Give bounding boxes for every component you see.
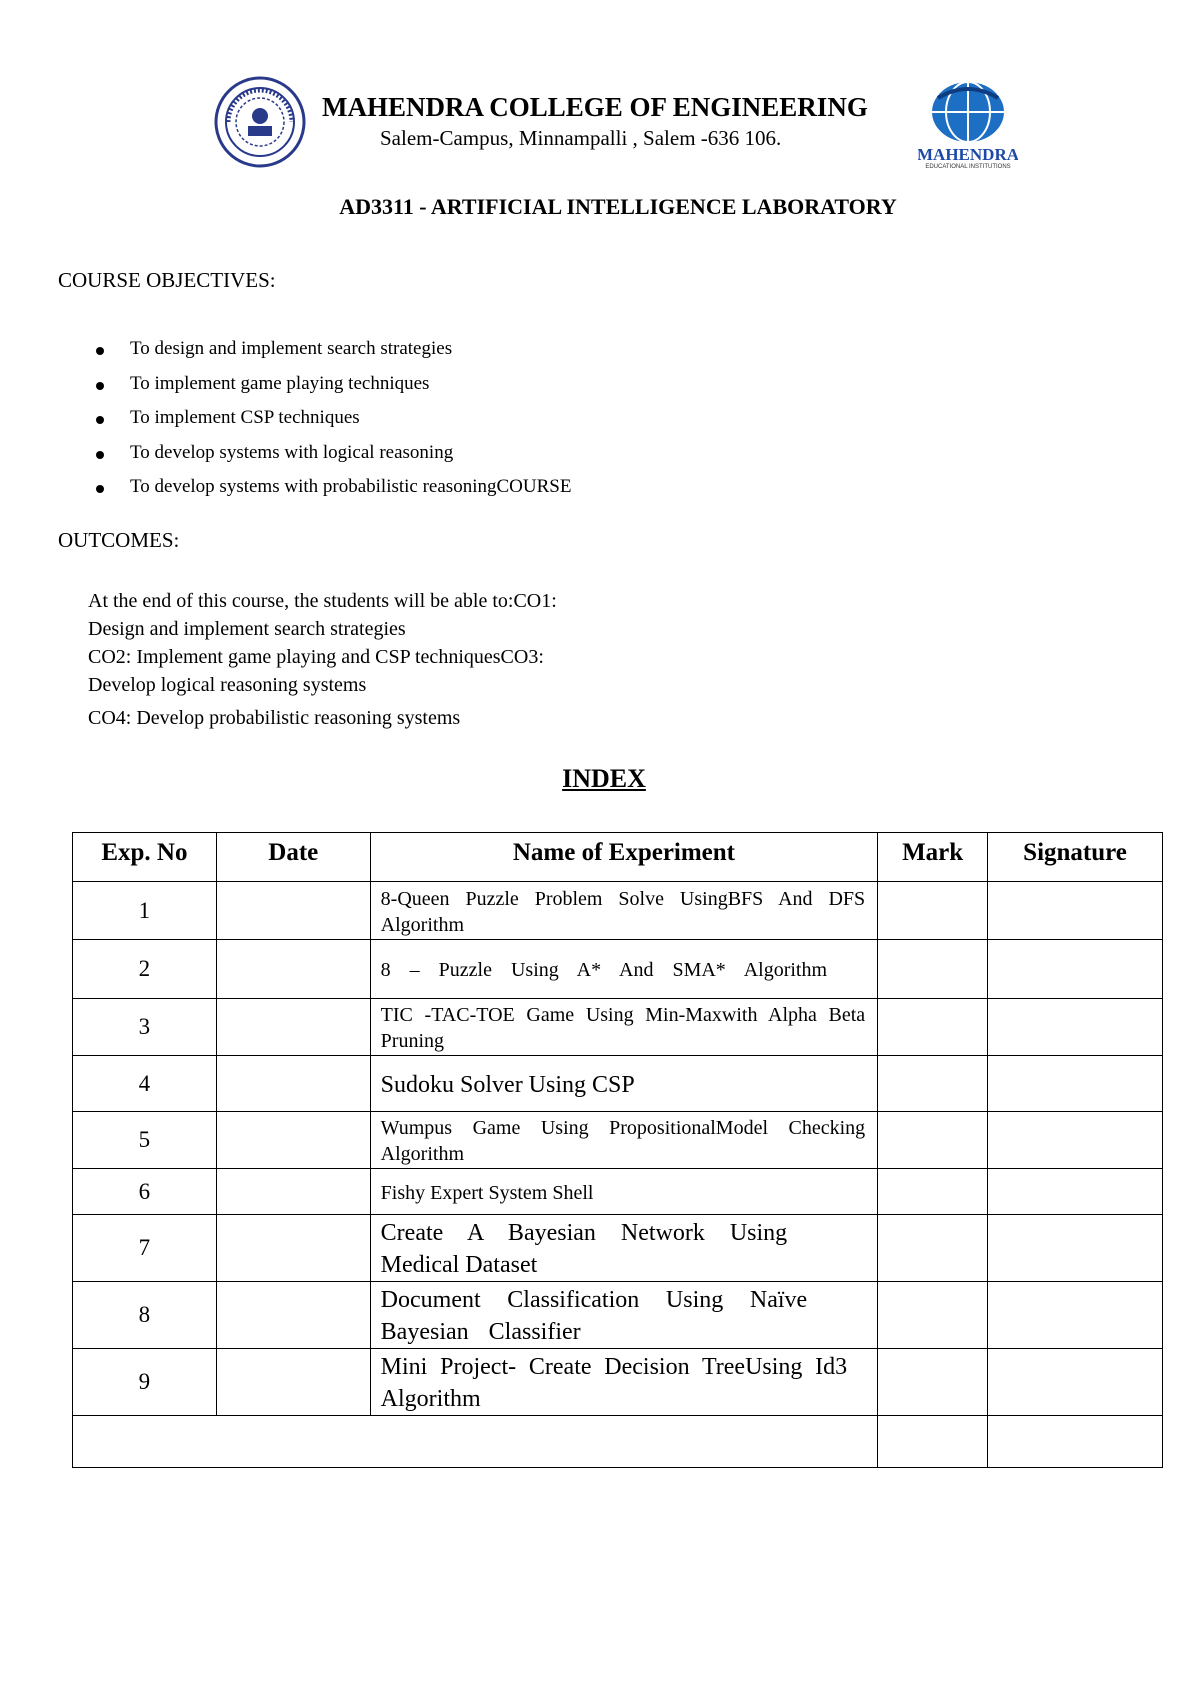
date-cell: [216, 1112, 370, 1169]
experiment-name-cell: Document Classification Using Naïve Bayesian Classifier: [370, 1282, 878, 1349]
experiment-name-cell: Fishy Expert System Shell: [370, 1169, 878, 1215]
exp-no-cell: 5: [73, 1112, 217, 1169]
table-row: [73, 1215, 1163, 1282]
logo-text: MAHENDRA: [918, 145, 1018, 164]
table-row: [73, 1056, 1163, 1112]
objectives-list: [92, 338, 571, 511]
bullet-icon: [96, 485, 104, 493]
mark-cell: [878, 1282, 988, 1349]
list-item: To design and implement search strategies: [92, 338, 571, 373]
signature-cell: [988, 1215, 1163, 1282]
experiment-name-cell: 8-Queen Puzzle Problem Solve UsingBFS And DFS Algorithm: [370, 882, 878, 940]
outcome-line: Design and implement search strategies: [88, 618, 406, 640]
bullet-icon: [96, 382, 104, 390]
experiment-index-table: [72, 832, 1163, 1468]
college-address: Salem-Campus, Minnampalli , Salem -636 106.: [380, 126, 782, 150]
mark-cell: [878, 999, 988, 1056]
table-row-empty: [73, 1416, 1163, 1468]
exp-no-cell: 4: [73, 1056, 217, 1112]
lab-title: AD3311 - ARTIFICIAL INTELLIGENCE LABORATORY: [339, 194, 897, 219]
mark-cell: [878, 882, 988, 940]
mark-cell: [878, 1349, 988, 1416]
exp-no-cell: 6: [73, 1169, 217, 1215]
exp-no-cell: 7: [73, 1215, 217, 1282]
date-cell: [216, 940, 370, 999]
date-cell: [216, 999, 370, 1056]
exp-no-cell: 2: [73, 940, 217, 999]
experiment-name-cell: Create A Bayesian Network Using Medical Dataset: [370, 1215, 878, 1282]
outcome-line: Develop logical reasoning systems: [88, 674, 367, 696]
signature-cell: [988, 1112, 1163, 1169]
signature-cell: [988, 1056, 1163, 1112]
signature-cell: [988, 999, 1163, 1056]
bullet-icon: [96, 347, 104, 355]
mark-cell: [878, 1056, 988, 1112]
column-header-date: Date: [216, 833, 370, 882]
outcomes-heading: OUTCOMES:: [58, 528, 180, 552]
signature-cell: [988, 1169, 1163, 1215]
table-row: [73, 1112, 1163, 1169]
mark-cell: [878, 1215, 988, 1282]
table-row: [73, 940, 1163, 999]
logo-subtext: EDUCATIONAL INSTITUTIONS: [925, 164, 1011, 170]
table-row: [73, 999, 1163, 1056]
exp-no-cell: 9: [73, 1349, 217, 1416]
mark-cell: [878, 940, 988, 999]
date-cell: [216, 1169, 370, 1215]
column-header-name: Name of Experiment: [370, 833, 878, 882]
experiment-name-cell: Mini Project- Create Decision TreeUsing Id3 Algorithm: [370, 1349, 878, 1416]
college-seal-logo: [214, 76, 306, 168]
signature-cell: [988, 882, 1163, 940]
date-cell: [216, 882, 370, 940]
column-header-mark: Mark: [878, 833, 988, 882]
column-header-exp-no: Exp. No: [73, 833, 217, 882]
empty-cell: [73, 1416, 878, 1468]
table-row: [73, 1169, 1163, 1215]
date-cell: [216, 1215, 370, 1282]
experiment-name-cell: Sudoku Solver Using CSP: [370, 1056, 878, 1112]
column-header-signature: Signature: [988, 833, 1163, 882]
list-item: To develop systems with probabilistic reasoningCOURSE: [92, 476, 571, 511]
objectives-heading: COURSE OBJECTIVES:: [58, 268, 276, 292]
exp-no-cell: 1: [73, 882, 217, 940]
outcome-line: At the end of this course, the students will be able to:CO1:: [88, 590, 557, 612]
list-item: To develop systems with logical reasoning: [92, 442, 571, 477]
mark-cell: [878, 1112, 988, 1169]
date-cell: [216, 1056, 370, 1112]
date-cell: [216, 1282, 370, 1349]
list-item: To implement game playing techniques: [92, 373, 571, 408]
list-item: To implement CSP techniques: [92, 407, 571, 442]
table-row: [73, 882, 1163, 940]
index-title: INDEX: [562, 764, 646, 793]
outcome-line: CO2: Implement game playing and CSP techniquesCO3:: [88, 646, 544, 668]
bullet-icon: [96, 451, 104, 459]
signature-cell: [988, 940, 1163, 999]
signature-cell: [988, 1416, 1163, 1468]
mahendra-institutions-logo: [918, 78, 1018, 170]
outcome-line: CO4: Develop probabilistic reasoning systems: [88, 707, 461, 729]
experiment-name-cell: TIC -TAC-TOE Game Using Min-Maxwith Alpha Beta Pruning: [370, 999, 878, 1056]
college-name: MAHENDRA COLLEGE OF ENGINEERING: [322, 92, 868, 122]
table-row: [73, 1282, 1163, 1349]
table-header-row: [73, 833, 1163, 882]
mark-cell: [878, 1416, 988, 1468]
date-cell: [216, 1349, 370, 1416]
exp-no-cell: 8: [73, 1282, 217, 1349]
experiment-name-cell: 8 – Puzzle Using A* And SMA* Algorithm: [370, 940, 878, 999]
signature-cell: [988, 1349, 1163, 1416]
mark-cell: [878, 1169, 988, 1215]
bullet-icon: [96, 416, 104, 424]
table-row: [73, 1349, 1163, 1416]
experiment-name-cell: Wumpus Game Using PropositionalModel Checking Algorithm: [370, 1112, 878, 1169]
exp-no-cell: 3: [73, 999, 217, 1056]
signature-cell: [988, 1282, 1163, 1349]
